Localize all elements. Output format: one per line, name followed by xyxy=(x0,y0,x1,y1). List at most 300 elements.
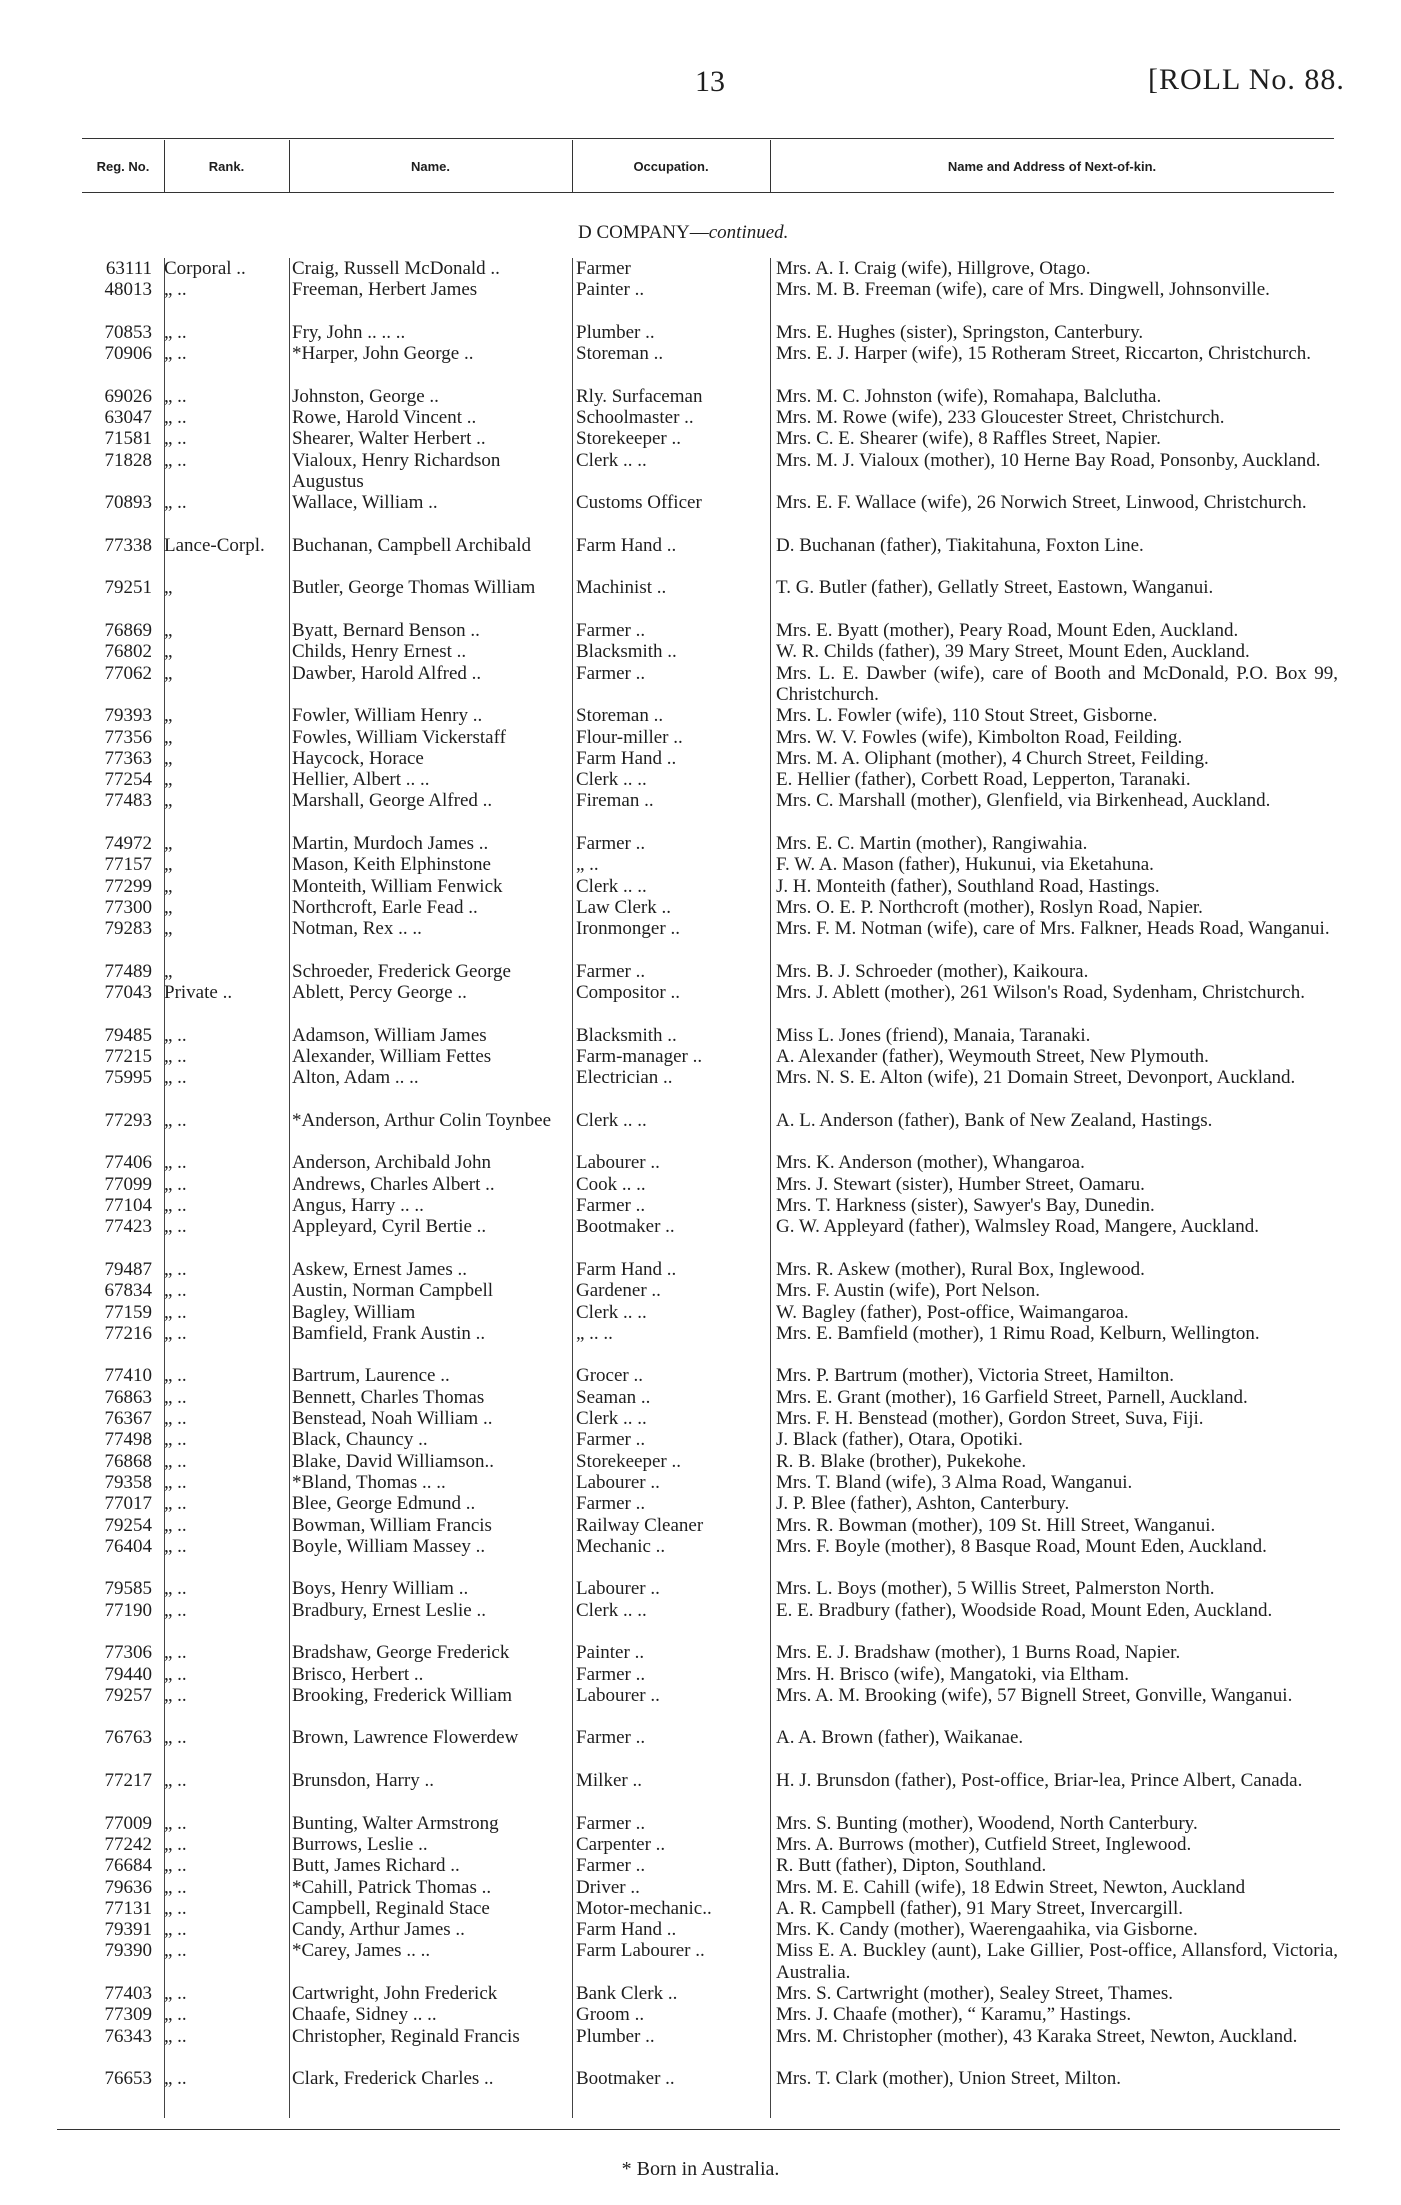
reg-no-cell: 63111 xyxy=(105,258,152,279)
occupation-cell: Labourer .. xyxy=(576,1471,660,1493)
table-row xyxy=(0,1493,1401,1514)
reg-no-cell: 79358 xyxy=(104,1471,152,1493)
occupation-cell: Farm Labourer .. xyxy=(576,1940,705,1962)
next-of-kin-cell: Mrs. P. Bartrum (mother), Victoria Street, Hamilton. xyxy=(776,1365,1174,1387)
name-cell: Bunting, Walter Armstrong xyxy=(292,1812,499,1834)
reg-no-cell: 79283 xyxy=(104,918,152,940)
table-row xyxy=(0,727,1401,748)
table-row xyxy=(0,343,1401,386)
page-number: 13 xyxy=(695,65,725,98)
table-row xyxy=(0,1408,1401,1429)
occupation-cell: Farm Hand .. xyxy=(576,747,677,769)
rank-cell: „ .. xyxy=(164,1450,187,1472)
next-of-kin-cell: Mrs. E. F. Wallace (wife), 26 Norwich Street, Linwood, Christchurch. xyxy=(776,492,1307,514)
table-row xyxy=(0,1429,1401,1450)
table-row xyxy=(0,1046,1401,1067)
column-header-next-of-kin: Name and Address of Next-of-kin. xyxy=(947,158,1157,174)
rank-cell: „ .. xyxy=(164,1216,187,1238)
rank-cell: „ xyxy=(164,705,173,727)
name-cell: Ablett, Percy George .. xyxy=(292,982,467,1004)
rank-cell: „ .. xyxy=(164,1045,187,1067)
reg-no-cell: 76863 xyxy=(104,1386,152,1408)
occupation-cell: Painter .. xyxy=(576,279,645,301)
occupation-cell: Clerk .. .. xyxy=(576,769,647,791)
reg-no-cell: 77309 xyxy=(104,2004,152,2026)
table-row xyxy=(0,961,1401,982)
rank-cell: „ .. xyxy=(164,1365,187,1387)
reg-no-cell: 76763 xyxy=(104,1727,152,1749)
reg-no-cell: 79390 xyxy=(104,1940,152,1962)
reg-no-cell: 77131 xyxy=(104,1897,152,1919)
occupation-cell: Clerk .. .. xyxy=(576,1109,647,1131)
table-row xyxy=(0,1323,1401,1366)
reg-no-cell: 79636 xyxy=(104,1876,152,1898)
table-row xyxy=(0,1940,1401,1983)
company-suffix: continued. xyxy=(708,222,789,243)
table-row xyxy=(0,982,1401,1025)
company-title: D COMPANY— xyxy=(578,222,709,243)
next-of-kin-cell: H. J. Brunsdon (father), Post-office, Briar-lea, Prince Albert, Canada. xyxy=(776,1770,1303,1792)
next-of-kin-cell: Mrs. E. J. Harper (wife), 15 Rotheram Street, Riccarton, Christchurch. xyxy=(776,343,1312,365)
occupation-cell: Plumber .. xyxy=(576,321,655,343)
name-cell: Burrows, Leslie .. xyxy=(292,1833,428,1855)
rank-cell: „ .. xyxy=(164,1897,187,1919)
table-row xyxy=(0,1025,1401,1046)
occupation-cell: Bank Clerk .. xyxy=(576,1983,678,2005)
table-row xyxy=(0,492,1401,535)
occupation-cell: „ .. xyxy=(576,854,599,876)
table-row xyxy=(0,1983,1401,2004)
rank-cell: „ .. xyxy=(164,1471,187,1493)
name-cell: Butt, James Richard .. xyxy=(292,1855,460,1877)
rank-cell: „ xyxy=(164,790,173,812)
occupation-cell: Farmer .. xyxy=(576,1855,646,1877)
reg-no-cell: 71828 xyxy=(104,449,152,471)
name-cell: Rowe, Harold Vincent .. xyxy=(292,407,477,429)
name-cell: Austin, Norman Campbell xyxy=(292,1280,494,1302)
name-cell: Christopher, Reginald Francis xyxy=(292,2025,520,2047)
name-cell: Marshall, George Alfred .. xyxy=(292,790,493,812)
name-cell: Craig, Russell McDonald .. xyxy=(292,258,500,279)
name-cell: *Bland, Thomas .. .. xyxy=(292,1471,446,1493)
occupation-cell: Driver .. xyxy=(576,1876,640,1898)
next-of-kin-cell: Mrs. F. Austin (wife), Port Nelson. xyxy=(776,1280,1040,1302)
occupation-cell: Seaman .. xyxy=(576,1386,651,1408)
next-of-kin-cell: Mrs. E. Byatt (mother), Peary Road, Mount Eden, Auckland. xyxy=(776,620,1239,642)
reg-no-cell: 77215 xyxy=(104,1045,152,1067)
rank-cell: „ .. xyxy=(164,321,187,343)
next-of-kin-cell: J. H. Monteith (father), Southland Road, Hastings. xyxy=(776,875,1160,897)
next-of-kin-cell: Mrs. T. Harkness (sister), Sawyer's Bay, Dunedin. xyxy=(776,1195,1155,1217)
occupation-cell: Farmer .. xyxy=(576,960,646,982)
next-of-kin-cell: D. Buchanan (father), Tiakitahuna, Foxton Line. xyxy=(776,534,1144,556)
occupation-cell: Labourer .. xyxy=(576,1152,660,1174)
occupation-cell: Electrician .. xyxy=(576,1067,673,1089)
reg-no-cell: 77217 xyxy=(104,1770,152,1792)
table-row xyxy=(0,1685,1401,1728)
next-of-kin-cell: Mrs. O. E. P. Northcroft (mother), Roslyn Road, Napier. xyxy=(776,896,1203,918)
occupation-cell: Carpenter .. xyxy=(576,1833,666,1855)
reg-no-cell: 69026 xyxy=(104,385,152,407)
reg-no-cell: 79391 xyxy=(104,1919,152,1941)
rank-cell: „ .. xyxy=(164,1280,187,1302)
rank-cell: „ xyxy=(164,960,173,982)
name-cell: Dawber, Harold Alfred .. xyxy=(292,662,482,684)
name-cell: Benstead, Noah William .. xyxy=(292,1408,493,1430)
table-row xyxy=(0,1365,1401,1386)
name-cell: *Anderson, Arthur Colin Toynbee xyxy=(292,1109,552,1131)
occupation-cell: Blacksmith .. xyxy=(576,641,677,663)
next-of-kin-cell: Mrs. A. Burrows (mother), Cutfield Street, Inglewood. xyxy=(776,1833,1192,1855)
reg-no-cell: 76653 xyxy=(104,2068,152,2090)
table-row xyxy=(0,1216,1401,1259)
reg-no-cell: 77254 xyxy=(104,769,152,791)
table-row xyxy=(0,1855,1401,1876)
reg-no-cell: 79440 xyxy=(104,1663,152,1685)
rank-cell: „ xyxy=(164,875,173,897)
occupation-cell: Storeman .. xyxy=(576,343,664,365)
table-row xyxy=(0,663,1401,706)
occupation-cell: Farmer .. xyxy=(576,620,646,642)
reg-no-cell: 79393 xyxy=(104,705,152,727)
name-cell: Campbell, Reginald Stace xyxy=(292,1897,490,1919)
name-cell: Northcroft, Earle Fead .. xyxy=(292,896,478,918)
name-cell: Childs, Henry Ernest .. xyxy=(292,641,467,663)
table-row xyxy=(0,1067,1401,1110)
next-of-kin-cell: Mrs. L. Boys (mother), 5 Willis Street, Palmerston North. xyxy=(776,1578,1215,1600)
name-cell: Boyle, William Massey .. xyxy=(292,1535,486,1557)
occupation-cell: Farmer .. xyxy=(576,1727,646,1749)
occupation-cell: Farmer .. xyxy=(576,1195,646,1217)
reg-no-cell: 63047 xyxy=(104,407,152,429)
page-header xyxy=(0,55,1401,115)
name-cell: Fowler, William Henry .. xyxy=(292,705,483,727)
occupation-cell: Milker .. xyxy=(576,1770,642,1792)
next-of-kin-cell: Mrs. M. Christopher (mother), 43 Karaka Street, Newton, Auckland. xyxy=(776,2025,1298,2047)
rank-cell: „ xyxy=(164,577,173,599)
name-cell: *Cahill, Patrick Thomas .. xyxy=(292,1876,492,1898)
occupation-cell: Labourer .. xyxy=(576,1684,660,1706)
rank-cell: „ .. xyxy=(164,1535,187,1557)
table-row xyxy=(0,833,1401,854)
table-row xyxy=(0,577,1401,620)
rank-cell: „ .. xyxy=(164,1493,187,1515)
occupation-cell: Schoolmaster .. xyxy=(576,407,694,429)
table-row xyxy=(0,1642,1401,1663)
roll-number: [ROLL No. 88. xyxy=(1148,63,1345,96)
occupation-cell: Motor-mechanic.. xyxy=(576,1897,712,1919)
name-cell: Byatt, Bernard Benson .. xyxy=(292,620,480,642)
reg-no-cell: 70906 xyxy=(104,343,152,365)
occupation-cell: Clerk .. .. xyxy=(576,1599,647,1621)
table-row xyxy=(0,1280,1401,1301)
rank-cell: „ .. xyxy=(164,428,187,450)
next-of-kin-cell: Mrs. M. B. Freeman (wife), care of Mrs. Dingwell, Johnsonville. xyxy=(776,279,1270,301)
column-header-reg-no: Reg. No. xyxy=(96,158,150,174)
rank-cell: „ .. xyxy=(164,1833,187,1855)
next-of-kin-cell: Mrs. J. Ablett (mother), 261 Wilson's Road, Sydenham, Christchurch. xyxy=(776,982,1305,1004)
rank-cell: „ .. xyxy=(164,1386,187,1408)
name-cell: Boys, Henry William .. xyxy=(292,1578,469,1600)
reg-no-cell: 77104 xyxy=(104,1195,152,1217)
reg-no-cell: 74972 xyxy=(104,833,152,855)
reg-no-cell: 77159 xyxy=(104,1301,152,1323)
next-of-kin-cell: Mrs. E. Hughes (sister), Springston, Canterbury. xyxy=(776,321,1144,343)
reg-no-cell: 75995 xyxy=(104,1067,152,1089)
next-of-kin-cell: Mrs. E. Bamfield (mother), 1 Rimu Road, Kelburn, Wellington. xyxy=(776,1322,1260,1344)
reg-no-cell: 77406 xyxy=(104,1152,152,1174)
next-of-kin-cell: G. W. Appleyard (father), Walmsley Road, Mangere, Auckland. xyxy=(776,1216,1260,1238)
next-of-kin-cell: Mrs. M. J. Vialoux (mother), 10 Herne Bay Road, Ponsonby, Auckland. xyxy=(776,449,1321,471)
reg-no-cell: 77190 xyxy=(104,1599,152,1621)
name-cell: *Harper, John George .. xyxy=(292,343,474,365)
table-row xyxy=(0,535,1401,578)
rank-cell: „ .. xyxy=(164,1408,187,1430)
table-row xyxy=(0,428,1401,449)
reg-no-cell: 77099 xyxy=(104,1173,152,1195)
next-of-kin-cell: A. A. Brown (father), Waikanae. xyxy=(776,1727,1024,1749)
reg-no-cell: 76684 xyxy=(104,1855,152,1877)
occupation-cell: Farmer .. xyxy=(576,1493,646,1515)
name-cell: Freeman, Herbert James xyxy=(292,279,478,301)
next-of-kin-cell: Mrs. M. Rowe (wife), 233 Gloucester Street, Christchurch. xyxy=(776,407,1225,429)
rank-cell: „ .. xyxy=(164,1855,187,1877)
occupation-cell: Plumber .. xyxy=(576,2025,655,2047)
occupation-cell: Storekeeper .. xyxy=(576,428,681,450)
name-cell: Alton, Adam .. .. xyxy=(292,1067,419,1089)
reg-no-cell: 77363 xyxy=(104,747,152,769)
occupation-cell: Farmer .. xyxy=(576,833,646,855)
next-of-kin-cell: A. R. Campbell (father), 91 Mary Street, Invercargill. xyxy=(776,1897,1183,1919)
occupation-cell: Bootmaker .. xyxy=(576,2068,675,2090)
table-row xyxy=(0,2026,1401,2069)
rank-cell: „ xyxy=(164,662,173,684)
name-cell: Fry, John .. .. .. xyxy=(292,321,406,343)
rank-cell: „ .. xyxy=(164,385,187,407)
name-cell: Schroeder, Frederick George xyxy=(292,960,511,982)
next-of-kin-cell: A. Alexander (father), Weymouth Street, New Plymouth. xyxy=(776,1045,1209,1067)
next-of-kin-cell: T. G. Butler (father), Gellatly Street, Eastown, Wanganui. xyxy=(776,577,1214,599)
footer-rule xyxy=(57,2129,1340,2130)
table-row xyxy=(0,1152,1401,1173)
name-cell: Vialoux, Henry Richardson Augustus xyxy=(292,449,501,492)
occupation-cell: Cook .. .. xyxy=(576,1173,646,1195)
occupation-cell: Law Clerk .. xyxy=(576,896,671,918)
table-row xyxy=(0,1387,1401,1408)
reg-no-cell: 70853 xyxy=(104,321,152,343)
table-row xyxy=(0,279,1401,322)
reg-no-cell: 77498 xyxy=(104,1429,152,1451)
occupation-cell: Clerk .. .. xyxy=(576,1408,647,1430)
occupation-cell: Customs Officer xyxy=(576,492,702,514)
next-of-kin-cell: Mrs. M. A. Oliphant (mother), 4 Church Street, Feilding. xyxy=(776,747,1209,769)
occupation-cell: Compositor .. xyxy=(576,982,680,1004)
next-of-kin-cell: Mrs. L. Fowler (wife), 110 Stout Street, Gisborne. xyxy=(776,705,1158,727)
next-of-kin-cell: Mrs. A. I. Craig (wife), Hillgrove, Otago. xyxy=(776,258,1091,279)
next-of-kin-cell: Mrs. J. Stewart (sister), Humber Street, Oamaru. xyxy=(776,1173,1145,1195)
table-row xyxy=(0,1919,1401,1940)
name-cell: Bamfield, Frank Austin .. xyxy=(292,1322,486,1344)
rank-cell: „ xyxy=(164,896,173,918)
table-row xyxy=(0,1834,1401,1855)
table-row xyxy=(0,1302,1401,1323)
name-cell: Chaafe, Sidney .. .. xyxy=(292,2004,437,2026)
next-of-kin-cell: Miss E. A. Buckley (aunt), Lake Gillier, Post-office, Allansford, Victoria, Australia. xyxy=(776,1940,1338,1983)
next-of-kin-cell: Mrs. F. M. Notman (wife), care of Mrs. Falkner, Heads Road, Wanganui. xyxy=(776,918,1330,940)
table-row xyxy=(0,748,1401,769)
rank-cell: „ xyxy=(164,833,173,855)
occupation-cell: Farm Hand .. xyxy=(576,1919,677,1941)
next-of-kin-cell: Miss L. Jones (friend), Manaia, Taranaki. xyxy=(776,1024,1091,1046)
table-row xyxy=(0,407,1401,428)
next-of-kin-cell: E. E. Bradbury (father), Woodside Road, Mount Eden, Auckland. xyxy=(776,1599,1273,1621)
reg-no-cell: 79485 xyxy=(104,1024,152,1046)
name-cell: Notman, Rex .. .. xyxy=(292,918,422,940)
table-row xyxy=(0,790,1401,833)
next-of-kin-cell: Mrs. A. M. Brooking (wife), 57 Bignell Street, Gonville, Wanganui. xyxy=(776,1684,1293,1706)
next-of-kin-cell: Mrs. H. Brisco (wife), Mangatoki, via Eltham. xyxy=(776,1663,1130,1685)
occupation-cell: Farm Hand .. xyxy=(576,534,677,556)
reg-no-cell: 79487 xyxy=(104,1258,152,1280)
name-cell: Shearer, Walter Herbert .. xyxy=(292,428,486,450)
next-of-kin-cell: A. L. Anderson (father), Bank of New Zealand, Hastings. xyxy=(776,1109,1213,1131)
next-of-kin-cell: Mrs. E. C. Martin (mother), Rangiwahia. xyxy=(776,833,1088,855)
roll-table xyxy=(0,258,1401,2090)
name-cell: Bagley, William xyxy=(292,1301,416,1323)
rank-cell: „ .. xyxy=(164,1684,187,1706)
next-of-kin-cell: R. B. Blake (brother), Pukekohe. xyxy=(776,1450,1027,1472)
rank-cell: „ xyxy=(164,918,173,940)
occupation-cell: Blacksmith .. xyxy=(576,1024,677,1046)
rank-cell: „ .. xyxy=(164,1599,187,1621)
name-cell: Blee, George Edmund .. xyxy=(292,1493,476,1515)
reg-no-cell: 77009 xyxy=(104,1812,152,1834)
reg-no-cell: 77410 xyxy=(104,1365,152,1387)
name-cell: Butler, George Thomas William xyxy=(292,577,536,599)
occupation-cell: Bootmaker .. xyxy=(576,1216,675,1238)
reg-no-cell: 70893 xyxy=(104,492,152,514)
rank-cell: „ .. xyxy=(164,1152,187,1174)
occupation-cell: Farm Hand .. xyxy=(576,1258,677,1280)
occupation-cell: Farmer .. xyxy=(576,1663,646,1685)
name-cell: Alexander, William Fettes xyxy=(292,1045,492,1067)
rank-cell: „ .. xyxy=(164,1173,187,1195)
name-cell: *Carey, James .. .. xyxy=(292,1940,431,1962)
name-cell: Mason, Keith Elphinstone xyxy=(292,854,491,876)
reg-no-cell: 79585 xyxy=(104,1578,152,1600)
name-cell: Angus, Harry .. .. xyxy=(292,1195,424,1217)
next-of-kin-cell: Mrs. K. Anderson (mother), Whangaroa. xyxy=(776,1152,1085,1174)
next-of-kin-cell: Mrs. L. E. Dawber (wife), care of Booth and McDonald, P.O. Box 99, Christchurch. xyxy=(776,662,1338,705)
reg-no-cell: 77242 xyxy=(104,1833,152,1855)
next-of-kin-cell: W. R. Childs (father), 39 Mary Street, Mount Eden, Auckland. xyxy=(776,641,1250,663)
next-of-kin-cell: Mrs. S. Bunting (mother), Woodend, North Canterbury. xyxy=(776,1812,1198,1834)
occupation-cell: Grocer .. xyxy=(576,1365,643,1387)
next-of-kin-cell: Mrs. K. Candy (mother), Waerengaahika, via Gisborne. xyxy=(776,1919,1198,1941)
table-row xyxy=(0,769,1401,790)
table-row xyxy=(0,450,1401,493)
rank-cell: „ .. xyxy=(164,1195,187,1217)
table-row xyxy=(0,1664,1401,1685)
reg-no-cell: 77017 xyxy=(104,1493,152,1515)
table-row xyxy=(0,258,1401,279)
table-row xyxy=(0,1259,1401,1280)
rank-cell: Private .. xyxy=(164,982,233,1004)
table-row xyxy=(0,386,1401,407)
company-heading xyxy=(578,222,788,244)
table-row xyxy=(0,2068,1401,2089)
table-row xyxy=(0,620,1401,641)
rank-cell: „ .. xyxy=(164,1429,187,1451)
occupation-cell: Labourer .. xyxy=(576,1578,660,1600)
table-row xyxy=(0,322,1401,343)
rank-cell: „ .. xyxy=(164,1770,187,1792)
rank-cell: „ .. xyxy=(164,343,187,365)
name-cell: Brunsdon, Harry .. xyxy=(292,1770,434,1792)
reg-no-cell: 77062 xyxy=(104,662,152,684)
rank-cell: „ .. xyxy=(164,1067,187,1089)
rank-cell: „ .. xyxy=(164,279,187,301)
rank-cell: „ xyxy=(164,769,173,791)
occupation-cell: „ .. .. xyxy=(576,1322,613,1344)
name-cell: Appleyard, Cyril Bertie .. xyxy=(292,1216,487,1238)
next-of-kin-cell: E. Hellier (father), Corbett Road, Lepperton, Taranaki. xyxy=(776,769,1191,791)
reg-no-cell: 79257 xyxy=(104,1684,152,1706)
name-cell: Brisco, Herbert .. xyxy=(292,1663,424,1685)
rank-cell: „ .. xyxy=(164,1258,187,1280)
reg-no-cell: 77356 xyxy=(104,726,152,748)
table-row xyxy=(0,1472,1401,1493)
reg-no-cell: 77157 xyxy=(104,854,152,876)
rank-cell: „ .. xyxy=(164,1301,187,1323)
rank-cell: „ .. xyxy=(164,1727,187,1749)
occupation-cell: Farmer xyxy=(576,258,631,279)
name-cell: Hellier, Albert .. .. xyxy=(292,769,430,791)
column-header-rank: Rank. xyxy=(208,158,245,174)
reg-no-cell: 76367 xyxy=(104,1408,152,1430)
rank-cell: „ .. xyxy=(164,1109,187,1131)
table-row xyxy=(0,1813,1401,1834)
reg-no-cell: 67834 xyxy=(104,1280,152,1302)
name-cell: Black, Chauncy .. xyxy=(292,1429,428,1451)
next-of-kin-cell: Mrs. F. H. Benstead (mother), Gordon Street, Suva, Fiji. xyxy=(776,1408,1204,1430)
name-cell: Monteith, William Fenwick xyxy=(292,875,503,897)
reg-no-cell: 77299 xyxy=(104,875,152,897)
occupation-cell: Groom .. xyxy=(576,2004,645,2026)
next-of-kin-cell: Mrs. E. J. Bradshaw (mother), 1 Burns Road, Napier. xyxy=(776,1642,1181,1664)
name-cell: Clark, Frederick Charles .. xyxy=(292,2068,494,2090)
reg-no-cell: 77483 xyxy=(104,790,152,812)
next-of-kin-cell: Mrs. M. E. Cahill (wife), 18 Edwin Street, Newton, Auckland xyxy=(776,1876,1246,1898)
reg-no-cell: 77293 xyxy=(104,1109,152,1131)
table-row xyxy=(0,854,1401,875)
name-cell: Blake, David Williamson.. xyxy=(292,1450,495,1472)
table-row xyxy=(0,1451,1401,1472)
reg-no-cell: 76868 xyxy=(104,1450,152,1472)
rank-cell: „ .. xyxy=(164,1642,187,1664)
name-cell: Haycock, Horace xyxy=(292,747,424,769)
table-row xyxy=(0,705,1401,726)
table-row xyxy=(0,1898,1401,1919)
reg-no-cell: 77216 xyxy=(104,1322,152,1344)
table-row xyxy=(0,641,1401,662)
name-cell: Bartrum, Laurence .. xyxy=(292,1365,450,1387)
rank-cell: „ .. xyxy=(164,1514,187,1536)
rank-cell: „ .. xyxy=(164,1940,187,1962)
reg-no-cell: 76343 xyxy=(104,2025,152,2047)
rank-cell: „ .. xyxy=(164,407,187,429)
rank-cell: „ xyxy=(164,641,173,663)
